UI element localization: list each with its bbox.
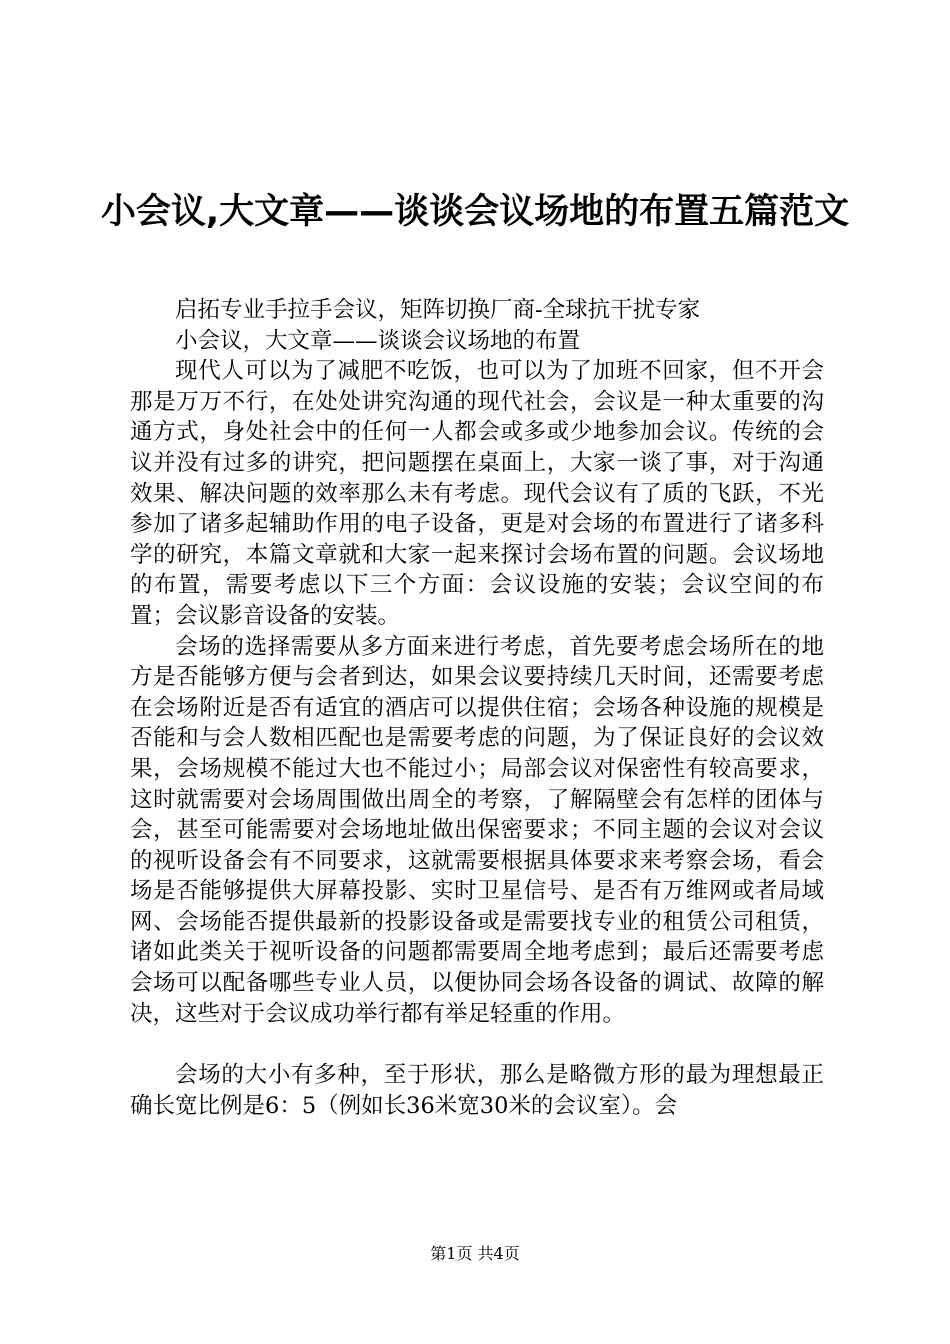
- document-title: 小会议,大文章——谈谈会议场地的布置五篇范文: [100, 192, 850, 232]
- paragraph-intro-line: 启拓专业手拉手会议，矩阵切换厂商-全球抗干扰专家: [175, 297, 701, 323]
- paragraph-subtitle: 小会议，大文章——谈谈会议场地的布置: [175, 327, 581, 354]
- document-body: [130, 295, 824, 1121]
- paragraph-body: 现代人可以为了减肥不吃饭，也可以为了加班不回家，但不开会那是万万不行，在处处讲究沟通的现代社会，会议是一种太重要的沟通方式，身处社会中的任何一人都会或多或少地参加会议。传统的会议并没有过多的讲究，把问题摆在桌面上，大家一谈了事，对于沟通效果、解决问题的效率那么未有考虑。现代会议有了质的飞跃，不光参加了诸多起辅助作用的电子设备，更是对会场的布置进行了诸多科学的研究，本篇文章就和大家一起来探讨会场布置的问题。会议场地的布置，需要考虑以下三个方面：会议设施的安装；会议空间的布置；会议影音设备的安装。: [130, 358, 824, 629]
- paragraph-body: 会场的大小有多种，至于形状，那么是略微方形的最为理想最正确长宽比例是6：5（例如长36米宽30米的会议室）。会: [130, 1062, 824, 1119]
- page-footer: 第1页 共4页: [430, 1244, 520, 1263]
- paragraph-body: 会场的选择需要从多方面来进行考虑，首先要考虑会场所在的地方是否能够方便与会者到达，如果会议要持续几天时间，还需要考虑在会场附近是否有适宜的酒店可以提供住宿；会场各种设施的规模是否能和与会人数相匹配也是需要考虑的问题，为了保证良好的会议效果，会场规模不能过大也不能过小；局部会议对保密性有较高要求，这时就需要对会场周围做出周全的考察，了解隔壁会有怎样的团体与会，甚至可能需要对会场地址做出保密要求；不同主题的会议对会议的视听设备会有不同要求，这就需要根据具体要求来考察会场，看会场是否能够提供大屏幕投影、实时卫星信号、是否有万维网或者局域网、会场能否提供最新的投影设备或是需要找专业的租赁公司租赁，诸如此类关于视听设备的问题都需要周全地考虑到；最后还需要考虑会场可以配备哪些专业人员，以便协同会场各设备的调试、故障的解决，这些对于会议成功举行都有举足轻重的作用。: [130, 633, 824, 1027]
